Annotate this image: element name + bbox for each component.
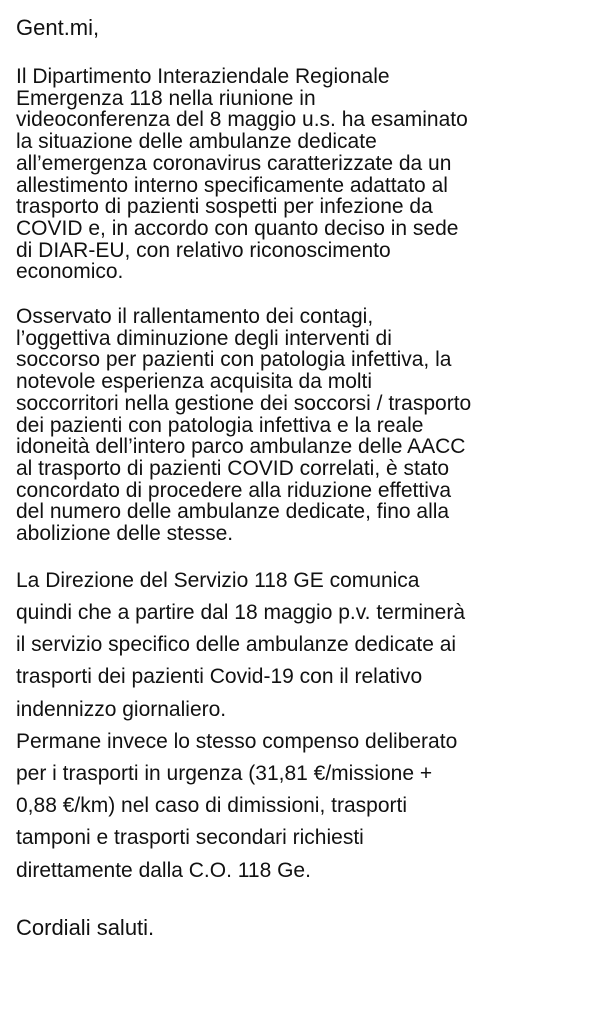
paragraph-line: notevole esperienza acquisita da molti xyxy=(16,370,373,394)
paragraph-line: COVID e, in accordo con quanto deciso in sede xyxy=(16,216,459,240)
paragraph-line: il servizio specifico delle ambulanze dedicate ai xyxy=(16,633,457,657)
paragraph-line: di DIAR-EU, con relativo riconoscimento xyxy=(16,238,391,262)
paragraph-line: tamponi e trasporti secondari richiesti xyxy=(16,826,364,850)
paragraph-line: quindi che a partire dal 18 maggio p.v. terminerà xyxy=(16,600,466,624)
paragraph-line: Permane invece lo stesso compenso deliberato xyxy=(16,729,458,753)
paragraph-line: al trasporto di pazienti COVID correlati, è stato xyxy=(16,456,450,480)
paragraph-line: abolizione delle stesse. xyxy=(16,522,234,546)
paragraph-line: indennizzo giornaliero. xyxy=(16,697,227,721)
paragraph-line: concordato di procedere alla riduzione effettiva xyxy=(16,478,452,502)
paragraph-line: soccorritori nella gestione dei soccorsi / trasporto xyxy=(16,391,472,415)
paragraph-line: la situazione delle ambulanze dedicate xyxy=(16,130,377,154)
paragraph-line: 0,88 €/km) nel caso di dimissioni, trasporti xyxy=(16,794,407,818)
paragraph-line: per i trasporti in urgenza (31,81 €/missione + xyxy=(16,761,433,785)
paragraph-line: Emergenza 118 nella riunione in xyxy=(16,86,316,110)
paragraph-compensation xyxy=(16,726,590,887)
paragraph-line: l’oggettiva diminuzione degli interventi di xyxy=(16,326,392,350)
paragraph-line: soccorso per pazienti con patologia infettiva, la xyxy=(16,348,452,372)
paragraph-line: allestimento interno specificamente adattato al xyxy=(16,173,448,197)
greeting: Gent.mi, xyxy=(16,15,100,40)
paragraph-line: Il Dipartimento Interaziendale Regionale xyxy=(16,65,390,88)
paragraph-line: trasporto di pazienti sospetti per infezione da xyxy=(16,195,433,219)
paragraph-line: del numero delle ambulanze dedicate, fino alla xyxy=(16,500,450,524)
paragraph-observations xyxy=(16,306,590,545)
paragraph-line: trasporti dei pazienti Covid-19 con il relativo xyxy=(16,665,423,689)
paragraph-line: direttamente dalla C.O. 118 Ge. xyxy=(16,858,311,882)
paragraph-line: dei pazienti con patologia infettiva e la reale xyxy=(16,413,424,437)
paragraph-line: videoconferenza del 8 maggio u.s. ha esaminato xyxy=(16,108,468,132)
paragraph-line: Osservato il rallentamento dei contagi, xyxy=(16,305,374,329)
paragraph-service-end xyxy=(16,565,590,726)
paragraph-line: economico. xyxy=(16,260,124,284)
closing-salutation: Cordiali saluti. xyxy=(16,914,155,940)
paragraph-line: idoneità dell’intero parco ambulanze delle AACC xyxy=(16,435,466,459)
paragraph-line: La Direzione del Servizio 118 GE comunica xyxy=(16,568,420,592)
paragraph-ambulance-review xyxy=(16,66,590,283)
paragraph-line: all’emergenza coronavirus caratterizzate da un xyxy=(16,151,452,175)
